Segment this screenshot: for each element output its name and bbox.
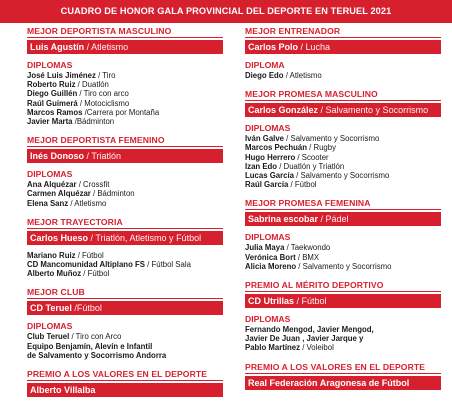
winner-banner xyxy=(245,40,441,54)
diploma-entry xyxy=(245,325,441,334)
diploma-sport: / Bádminton xyxy=(90,189,135,199)
award-category-premio-a-los-valores-en-el-deporte xyxy=(245,362,441,390)
diploma-entry xyxy=(27,332,223,341)
diploma-sport: / Tiro con Arco xyxy=(69,332,122,342)
award-category-premio-al-merito-deportivo xyxy=(245,280,441,353)
winner-sport: / Lucha xyxy=(298,42,331,52)
diplomas-title: DIPLOMA xyxy=(245,60,285,70)
diploma-sport: / Rugby xyxy=(306,143,337,153)
diploma-entry xyxy=(27,180,223,189)
category-title: MEJOR ENTRENADOR xyxy=(245,26,441,38)
category-title: MEJOR DEPORTISTA MASCULINO xyxy=(27,26,223,38)
diploma-entry xyxy=(245,262,441,271)
diploma-entry xyxy=(245,162,441,171)
left-column xyxy=(27,26,223,406)
winner-name: Carlos Polo xyxy=(248,42,299,52)
diploma-name: Ana Alquézar xyxy=(27,180,77,190)
diploma-entry xyxy=(27,351,223,360)
award-category-mejor-promesa-masculino xyxy=(245,89,441,189)
diploma-entry xyxy=(27,269,223,278)
winner-banner xyxy=(27,40,223,54)
diploma-sport: / Fútbol xyxy=(288,180,317,190)
award-category-mejor-entrenador xyxy=(245,26,441,80)
award-category-mejor-deportista-femenino xyxy=(27,135,223,208)
category-title: PREMIO A LOS VALORES EN EL DEPORTE xyxy=(27,369,223,381)
winner-name: Luis Agustín xyxy=(30,42,85,52)
diploma-entry xyxy=(245,143,441,152)
diploma-entry xyxy=(27,99,223,108)
category-title: PREMIO A LOS VALORES EN EL DEPORTE xyxy=(245,362,441,374)
diploma-entry xyxy=(245,180,441,189)
diploma-entry xyxy=(27,108,223,117)
diploma-entry xyxy=(27,342,223,351)
winner-name: Inés Donoso xyxy=(30,151,85,162)
diploma-sport: / Atletismo xyxy=(68,198,107,208)
diploma-entry xyxy=(27,199,223,208)
diploma-name: CD Mancomunidad Altiplano FS xyxy=(27,260,145,270)
diploma-sport: / Crossfit xyxy=(76,180,110,190)
winner-sport: / Salvamento y Socorrismo xyxy=(318,105,429,116)
diploma-name: Marcos Ramos xyxy=(27,107,83,117)
winner-sport: / Fútbol xyxy=(294,296,327,307)
diploma-sport: / Salvamento y Socorrismo xyxy=(284,134,380,144)
winner-banner xyxy=(27,383,223,397)
diploma-name: Lucas García xyxy=(245,171,294,181)
winner-sport: / Atletismo xyxy=(84,42,129,52)
diploma-name: Elena Sanz xyxy=(27,198,69,208)
diploma-entry xyxy=(245,343,441,352)
winner-banner xyxy=(245,294,441,308)
winner-sport: / Triatlón xyxy=(84,151,122,162)
diploma-name: Fernando Mengod, Javier Mengod, xyxy=(245,325,374,335)
diploma-name: Javier De Juan , Javier Jarque y xyxy=(245,334,364,344)
winner-banner xyxy=(27,301,223,315)
diplomas-title: DIPLOMAS xyxy=(27,60,73,70)
award-category-mejor-deportista-masculino xyxy=(27,26,223,126)
diplomas-title: DIPLOMAS xyxy=(27,321,73,332)
diploma-name: Julia Maya xyxy=(245,243,285,253)
winner-name: Carlos González xyxy=(248,105,319,116)
diploma-name: Hugo Herrero xyxy=(245,152,296,162)
diploma-name: Diego Edo xyxy=(245,71,284,80)
diploma-name: Mariano Ruiz xyxy=(27,250,76,260)
category-title: MEJOR CLUB xyxy=(27,287,223,299)
right-column xyxy=(245,26,441,399)
diploma-sport: / Scooter xyxy=(295,152,329,162)
winner-name: CD Teruel xyxy=(30,303,72,314)
winner-name: Real Federación Aragonesa de Fútbol xyxy=(248,377,410,388)
diploma-sport: /Bádminton xyxy=(72,117,115,127)
diploma-sport: / Voleibol xyxy=(300,343,334,353)
diploma-name: José Luis Jiménez xyxy=(27,71,96,80)
winner-banner xyxy=(245,103,441,117)
diploma-entry xyxy=(27,117,223,126)
winner-banner xyxy=(27,231,223,245)
diplomas-title: DIPLOMAS xyxy=(245,314,291,325)
diploma-entry xyxy=(245,153,441,162)
diplomas-title: DIPLOMAS xyxy=(27,169,73,180)
diploma-entry xyxy=(245,71,441,80)
diploma-entry xyxy=(245,171,441,180)
diploma-sport: / Salvamento y Socorrismo xyxy=(296,261,392,271)
diploma-sport: / Atletismo xyxy=(283,71,322,80)
award-category-mejor-trayectoria xyxy=(27,217,223,279)
diploma-name: Raúl García xyxy=(245,180,289,190)
diploma-name: Verónica Bort xyxy=(245,252,296,262)
winner-sport: / Pádel xyxy=(318,214,349,225)
diplomas-title: DIPLOMAS xyxy=(245,123,291,134)
diploma-sport: / Tiro xyxy=(95,71,116,80)
diploma-name: de Salvamento y Socorrismo Andorra xyxy=(27,350,167,360)
diploma-entry xyxy=(27,189,223,198)
diploma-entry xyxy=(245,253,441,262)
page-title: CUADRO DE HONOR GALA PROVINCIAL DEL DEPORTE EN TERUEL 2021 xyxy=(0,0,452,23)
diploma-sport: / Tiro con arco xyxy=(77,89,129,99)
winner-name: CD Utrillas xyxy=(248,296,295,307)
diplomas-title: DIPLOMAS xyxy=(245,232,291,243)
diploma-sport: / Taekwondo xyxy=(284,243,331,253)
diploma-name: Iván Galve xyxy=(245,134,285,144)
diploma-name: Izan Edo xyxy=(245,161,278,171)
award-category-mejor-promesa-femenina xyxy=(245,198,441,271)
diploma-sport: / Fútbol Sala xyxy=(144,260,191,270)
diploma-name: Marcos Pechuán xyxy=(245,143,307,153)
diploma-sport: /Carrera por Montaña xyxy=(82,107,160,117)
diploma-entry xyxy=(245,334,441,343)
diploma-name: Alberto Muñoz xyxy=(27,269,82,279)
diploma-sport: / BMX xyxy=(295,252,320,262)
diploma-entry xyxy=(27,260,223,269)
diploma-entry xyxy=(27,71,223,80)
winner-name: Carlos Hueso xyxy=(30,232,89,243)
award-category-premio-a-los-valores-en-el-deporte xyxy=(27,369,223,397)
diploma-name: Club Teruel xyxy=(27,332,70,342)
winner-name: Sabrina escobar xyxy=(248,214,319,225)
diploma-name: Diego Guillén xyxy=(27,89,78,99)
winner-sport: /Fútbol xyxy=(71,303,102,314)
category-title: MEJOR PROMESA MASCULINO xyxy=(245,89,441,101)
diploma-name: Pablo Martínez xyxy=(245,343,301,353)
category-title: MEJOR DEPORTISTA FEMENINO xyxy=(27,135,223,147)
diploma-entry xyxy=(245,243,441,252)
diploma-sport: / Fútbol xyxy=(75,250,104,260)
diploma-sport: / Motociclismo xyxy=(77,98,130,108)
winner-sport: / Triatlón, Atletismo y Fútbol xyxy=(88,232,202,243)
diploma-sport: / Fútbol xyxy=(81,269,110,279)
category-title: PREMIO AL MÉRITO DEPORTIVO xyxy=(245,280,441,292)
diploma-entry xyxy=(27,80,223,89)
category-title: MEJOR TRAYECTORIA xyxy=(27,217,223,229)
diploma-entry xyxy=(27,89,223,98)
winner-banner xyxy=(27,149,223,163)
winner-banner xyxy=(245,212,441,226)
diploma-name: Carmen Alquézar xyxy=(27,189,91,199)
category-title: MEJOR PROMESA FEMENINA xyxy=(245,198,441,210)
diploma-entry xyxy=(27,251,223,260)
diploma-sport: / Duatlón xyxy=(75,80,109,90)
winner-banner xyxy=(245,376,441,390)
diploma-name: Equipo Benjamín, Alevín e Infantil xyxy=(27,341,153,351)
diploma-name: Roberto Ruiz xyxy=(27,80,76,90)
diploma-entry xyxy=(245,134,441,143)
diploma-name: Javier Marta xyxy=(27,117,73,127)
award-category-mejor-club xyxy=(27,287,223,360)
diploma-sport: / Salvamento y Socorrismo xyxy=(293,171,390,181)
diploma-name: Raúl Guimerá xyxy=(27,98,78,108)
diploma-name: Alicia Moreno xyxy=(245,261,297,271)
diploma-sport: / Duatlón y Triatlón xyxy=(277,161,345,171)
winner-name: Alberto Villalba xyxy=(30,385,96,396)
